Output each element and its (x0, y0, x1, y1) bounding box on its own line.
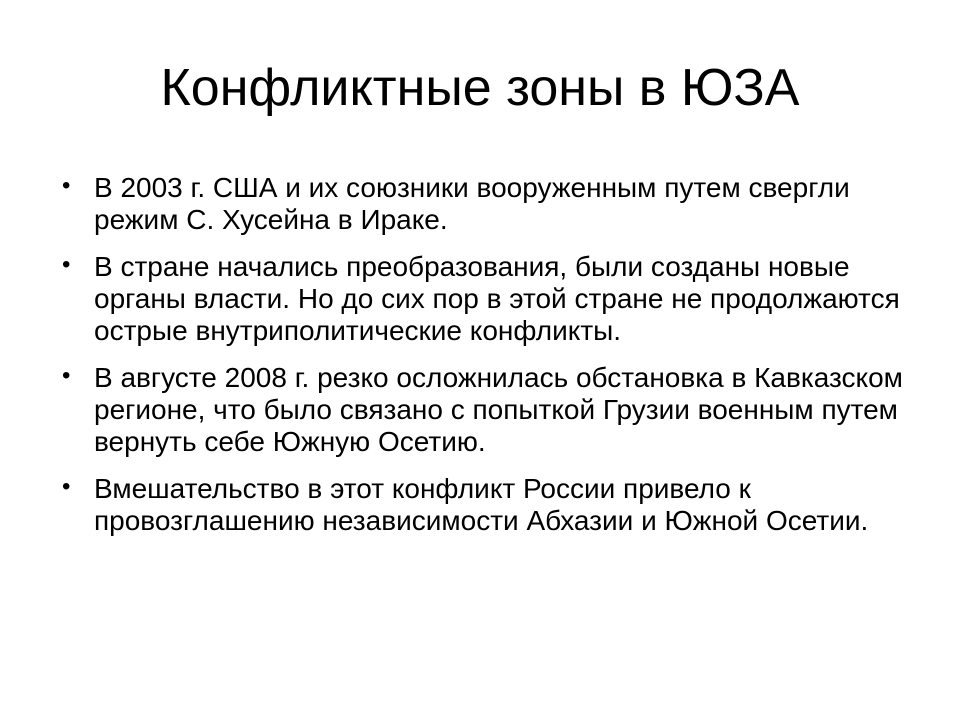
bullet-dot-icon: • (62, 473, 71, 500)
bullet-text: В 2003 г. США и их союзники вооруженным путем свергли режим С. Хусейна в Ираке. (94, 172, 850, 235)
bullet-item (58, 362, 908, 458)
bullet-list (58, 172, 908, 552)
bullet-text: Вмешательство в этот конфликт России привело к провозглашению независимости Абхазии и Южной Осетии. (94, 473, 869, 536)
bullet-dot-icon: • (62, 362, 71, 389)
slide-title: Конфликтные зоны в ЮЗА (160, 59, 800, 117)
bullet-item (58, 172, 908, 236)
bullet-item (58, 251, 908, 347)
bullet-text: В стране начались преобразования, были созданы новые органы власти. Но до сих пор в этой стране не продолжаются острые внутриполитические конфликты. (94, 251, 900, 346)
bullet-dot-icon: • (62, 251, 71, 278)
bullet-text: В августе 2008 г. резко осложнилась обстановка в Кавказском регионе, что было связано с попыткой Грузии военным путем вернуть себе Южную Осетию. (94, 362, 903, 457)
bullet-item (58, 473, 908, 537)
bullet-dot-icon: • (62, 172, 71, 199)
